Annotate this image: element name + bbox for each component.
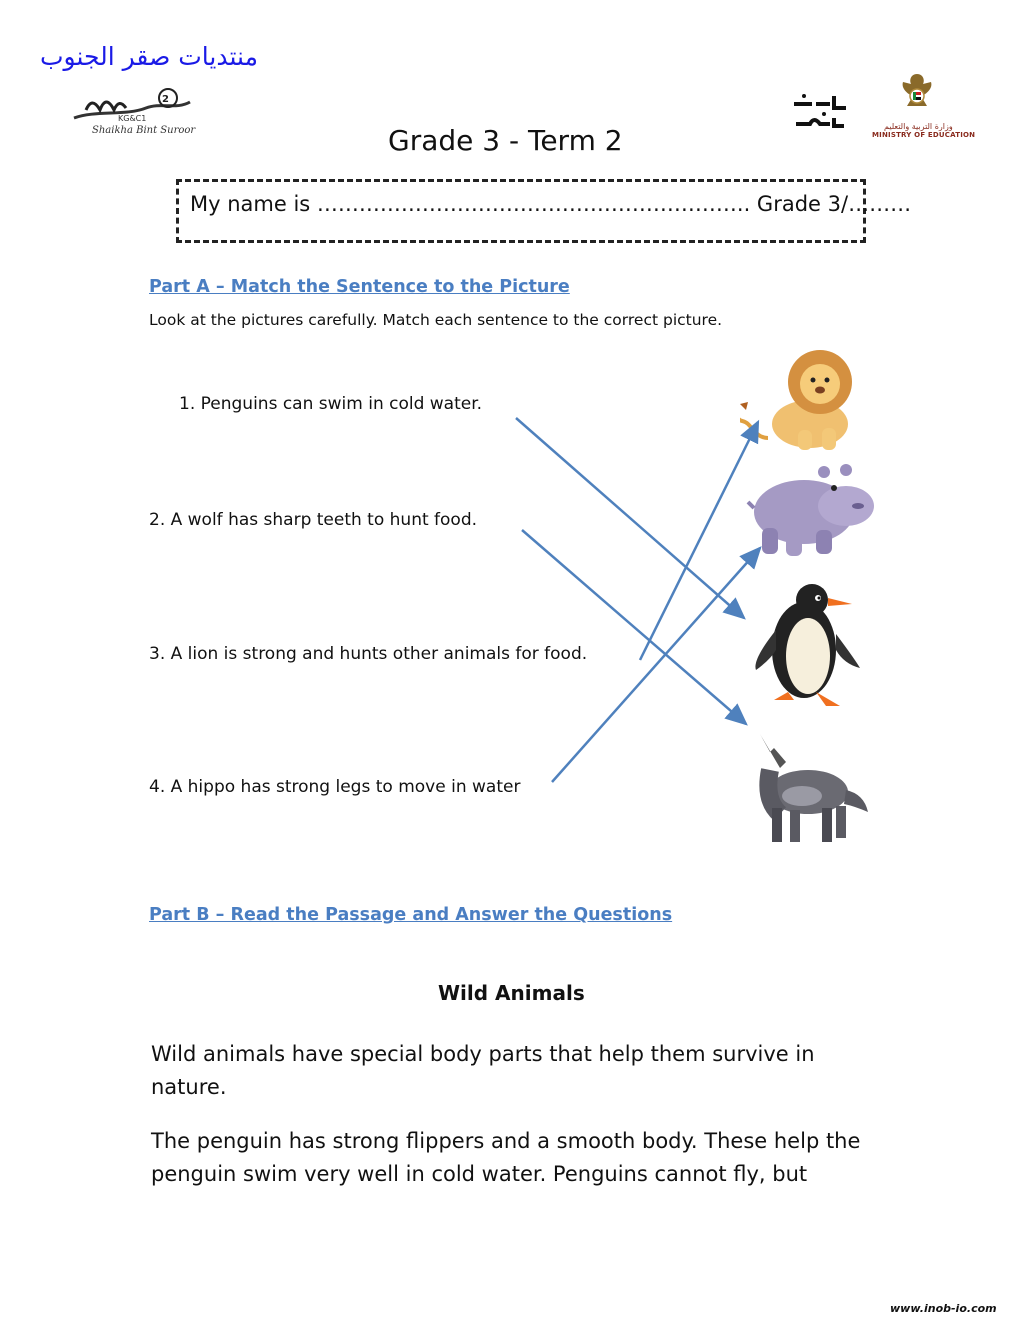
page-title: Grade 3 - Term 2 bbox=[388, 124, 623, 157]
passage-title: Wild Animals bbox=[438, 981, 585, 1005]
svg-text:2: 2 bbox=[162, 94, 169, 105]
footer-site: www.inob-io.com bbox=[890, 1302, 997, 1315]
forum-watermark: منتديات صقر الجنوب bbox=[40, 42, 258, 71]
part-a-instruction: Look at the pictures carefully. Match each sentence to the correct picture. bbox=[149, 311, 723, 329]
arrow-wolf bbox=[522, 530, 746, 724]
name-line[interactable]: My name is …………………………………………………….. Grade 3/……… bbox=[190, 192, 912, 216]
sentence-1: 1. Penguins can swim in cold water. bbox=[179, 394, 483, 414]
sentence-2: 2. A wolf has sharp teeth to hunt food. bbox=[149, 510, 478, 530]
sentence-3: 3. A lion is strong and hunts other animals for food. bbox=[149, 644, 588, 664]
passage-paragraph-1: Wild animals have special body parts that help them survive in nature. bbox=[151, 1042, 815, 1099]
part-b-heading: Part B – Read the Passage and Answer the Questions bbox=[149, 905, 673, 925]
ministry-english: MINISTRY OF EDUCATION bbox=[872, 131, 976, 139]
school-name: Shaikha Bint Suroor bbox=[92, 125, 196, 136]
passage-paragraph-2: The penguin has strong flippers and a smooth body. These help the penguin swim very well in cold water. Penguins cannot fly, but bbox=[151, 1129, 861, 1186]
sentence-4: 4. A hippo has strong legs to move in water bbox=[149, 777, 521, 797]
part-a-heading: Part A – Match the Sentence to the Picture bbox=[149, 277, 570, 297]
school-code: KG&C1 bbox=[118, 114, 147, 123]
ministry-arabic: وزارة التربية والتعليم bbox=[884, 122, 953, 131]
